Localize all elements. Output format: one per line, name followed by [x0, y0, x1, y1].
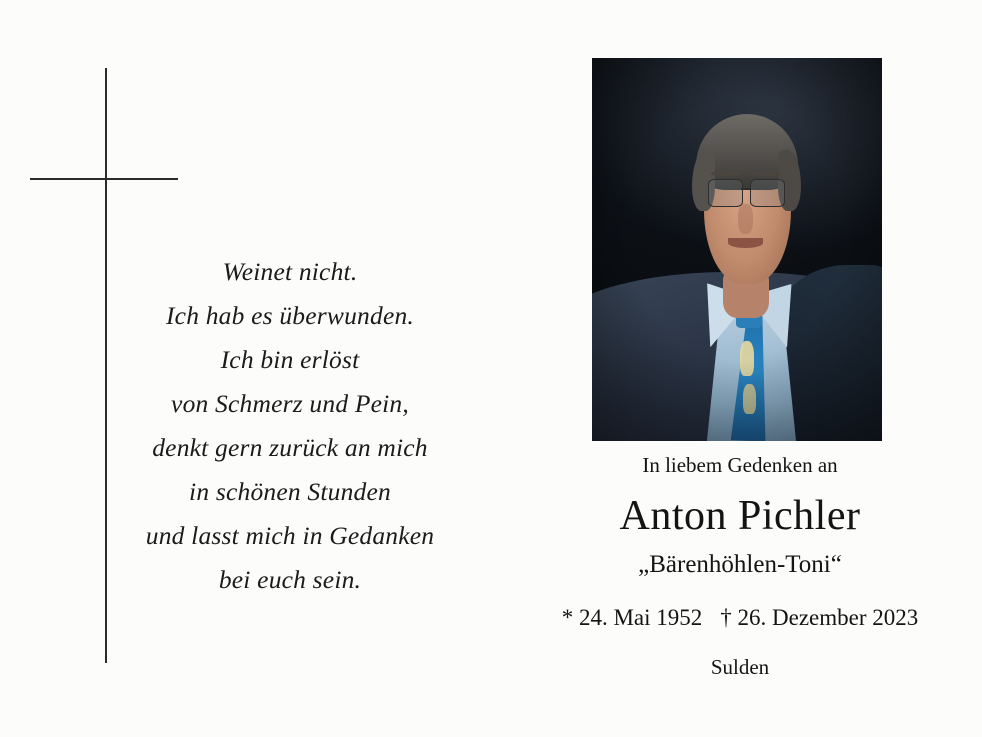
- memorial-text-block: [520, 450, 960, 682]
- verse-line: Ich hab es überwunden.: [165, 301, 415, 330]
- cross-horizontal-bar: [30, 178, 178, 180]
- verse-line: und lasst mich in Gedanken: [145, 521, 435, 550]
- photo-vignette: [592, 58, 882, 441]
- portrait-image: [592, 58, 882, 441]
- place-name: Sulden: [710, 655, 770, 679]
- portrait-photo: [592, 58, 882, 441]
- deceased-nickname: „Bärenhöhlen-Toni“: [638, 551, 842, 578]
- verse-line: Weinet nicht.: [222, 257, 358, 286]
- memorial-intro: In liebem Gedenken an: [642, 453, 838, 477]
- verse-line: von Schmerz und Pein,: [171, 389, 409, 418]
- memorial-verse: [90, 250, 490, 602]
- death-date: † 26. Dezember 2023: [720, 605, 919, 630]
- verse-line: in schönen Stunden: [189, 477, 391, 506]
- life-dates: [520, 602, 960, 634]
- birth-date: * 24. Mai 1952: [561, 605, 703, 630]
- deceased-name: Anton Pichler: [619, 493, 861, 539]
- verse-line: bei euch sein.: [218, 565, 362, 594]
- verse-line: denkt gern zurück an mich: [152, 433, 428, 462]
- verse-line: Ich bin erlöst: [220, 345, 360, 374]
